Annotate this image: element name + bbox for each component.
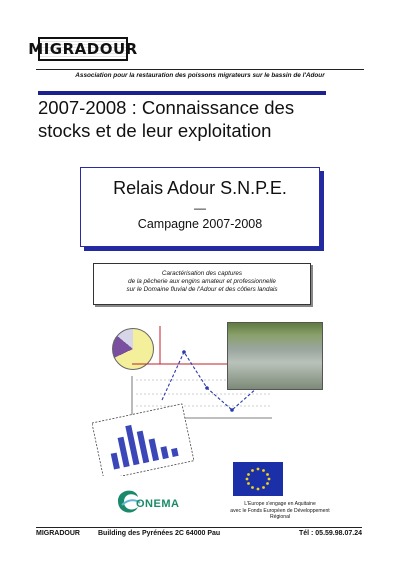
document-title bbox=[38, 96, 358, 142]
footer-org: MIGRADOUR bbox=[36, 530, 80, 537]
caract-line-3: sur le Domaine fluvial de l'Adour et des côtiers landais bbox=[126, 286, 278, 294]
migradour-logo bbox=[28, 37, 138, 61]
title-line-2: stocks et de leur exploitation bbox=[38, 120, 272, 141]
footer-address: Building des Pyrénées 2C 64000 Pau bbox=[98, 530, 221, 537]
eu-line-2: avec le Fonds Européen de Développement Régional bbox=[230, 507, 330, 520]
eu-line-1: L'Europe s'engage en Aquitaine bbox=[244, 501, 316, 507]
caracterisation-box bbox=[93, 263, 311, 305]
caract-line-1: Caractérisation des captures bbox=[161, 270, 243, 277]
river-photo-illustration bbox=[227, 322, 323, 390]
logo-text: MIGRADOUR bbox=[28, 40, 138, 58]
onema-wordmark: ONEMA bbox=[136, 498, 180, 510]
footer-phone: Tél : 05.59.98.07.24 bbox=[298, 530, 362, 537]
title-accent-bar bbox=[38, 91, 326, 95]
caract-line-2: de la pêcherie aux engins amateur et professionnelle bbox=[128, 278, 276, 286]
eu-feder-text bbox=[224, 501, 336, 521]
association-subtitle: Association pour la restauration des poissons migrateurs sur le bassin de l'Adour bbox=[36, 69, 364, 79]
relais-title: Relais Adour S.N.P.E. bbox=[113, 178, 287, 198]
relais-campaign: Campagne 2007-2008 bbox=[137, 217, 263, 231]
relais-box bbox=[80, 167, 320, 247]
title-line-1: 2007-2008 : Connaissance des bbox=[38, 97, 295, 118]
footer-divider bbox=[36, 527, 362, 528]
eu-flag-icon bbox=[233, 462, 283, 496]
relais-dash: — bbox=[194, 201, 206, 215]
